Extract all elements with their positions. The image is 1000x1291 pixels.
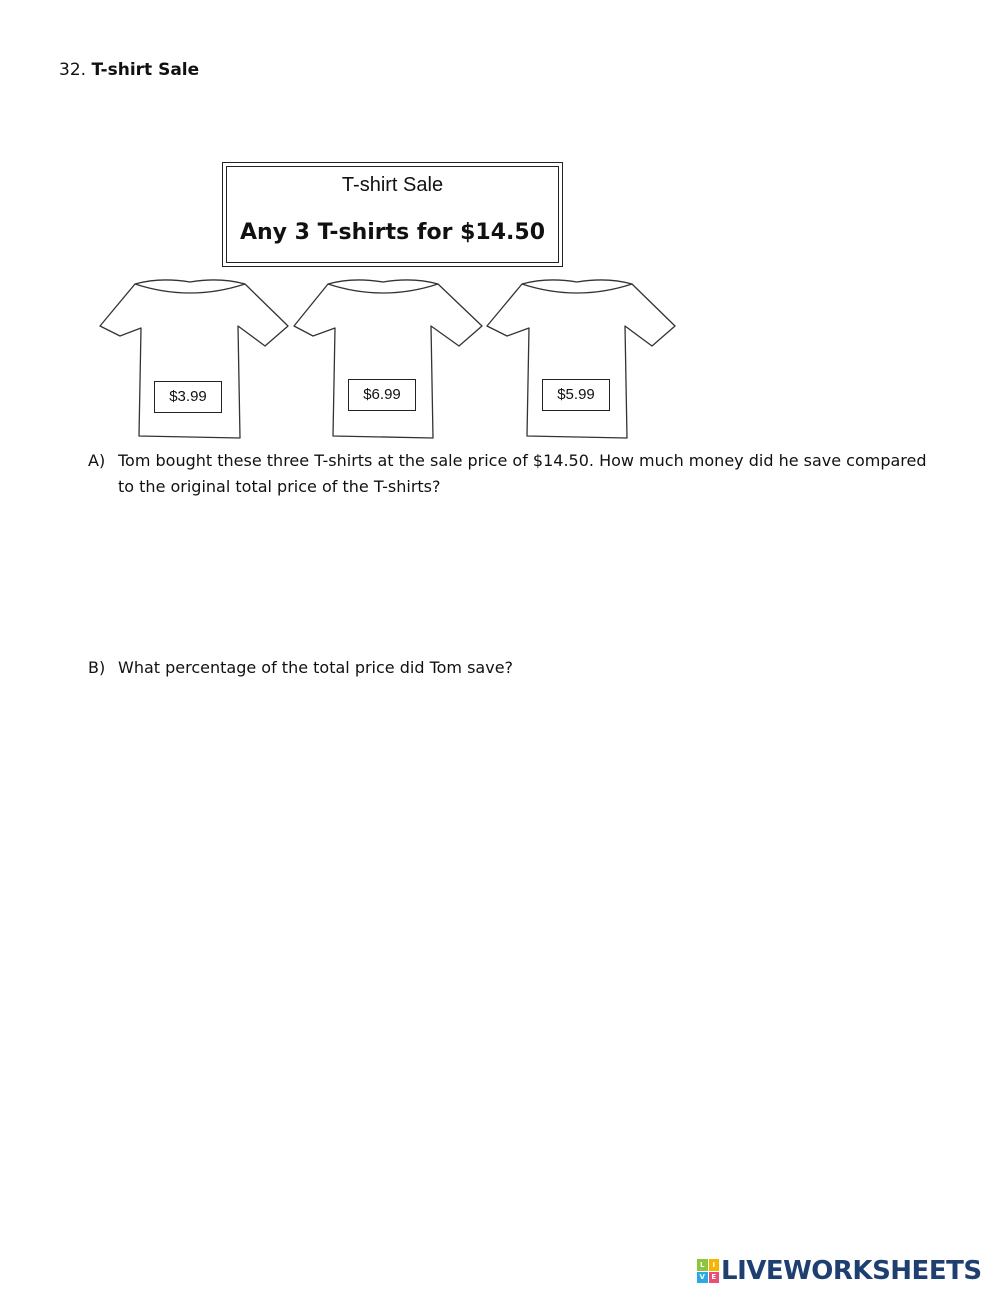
part-b-question: What percentage of the total price did Tom save? — [118, 658, 514, 677]
logo-letter-e: E — [709, 1272, 720, 1284]
liveworksheets-wordmark: LIVEWORKSHEETS — [721, 1256, 982, 1286]
logo-letter-v: V — [697, 1272, 708, 1284]
sale-sign-title: T-shirt Sale — [341, 174, 444, 196]
part-a-question: Tom bought these three T-shirts at the sale price of $14.50. How much money did he save compared to the original total price of the T-shirts? — [118, 451, 927, 496]
part-b — [88, 655, 938, 681]
logo-letter-i: I — [709, 1259, 720, 1271]
question-number: 32. — [59, 60, 87, 80]
part-b-letter: B) — [88, 658, 106, 677]
sale-sign — [222, 162, 563, 267]
tshirt-3-price-tag: $5.99 — [542, 379, 610, 411]
tshirt-3-collar — [522, 284, 632, 293]
question-title: T-shirt Sale — [91, 60, 200, 80]
question-heading — [59, 59, 199, 81]
tshirts-drawing — [95, 274, 685, 444]
logo-letter-l: L — [697, 1259, 708, 1271]
sale-sign-offer: Any 3 T-shirts for $14.50 — [239, 220, 546, 245]
tshirt-1-price-tag: $3.99 — [154, 381, 222, 413]
liveworksheets-logo-icon — [697, 1259, 719, 1283]
tshirt-3-outline — [487, 280, 675, 438]
tshirt-2-collar — [328, 284, 438, 293]
tshirt-2-outline — [294, 280, 482, 438]
tshirt-1-outline — [100, 280, 288, 438]
part-a — [88, 448, 938, 500]
part-a-letter: A) — [88, 451, 106, 470]
liveworksheets-brand — [697, 1257, 982, 1285]
tshirt-illustrations — [95, 274, 685, 444]
tshirt-2-price-tag: $6.99 — [348, 379, 416, 411]
sale-sign-frame — [226, 166, 559, 263]
tshirt-1-collar — [135, 284, 245, 293]
